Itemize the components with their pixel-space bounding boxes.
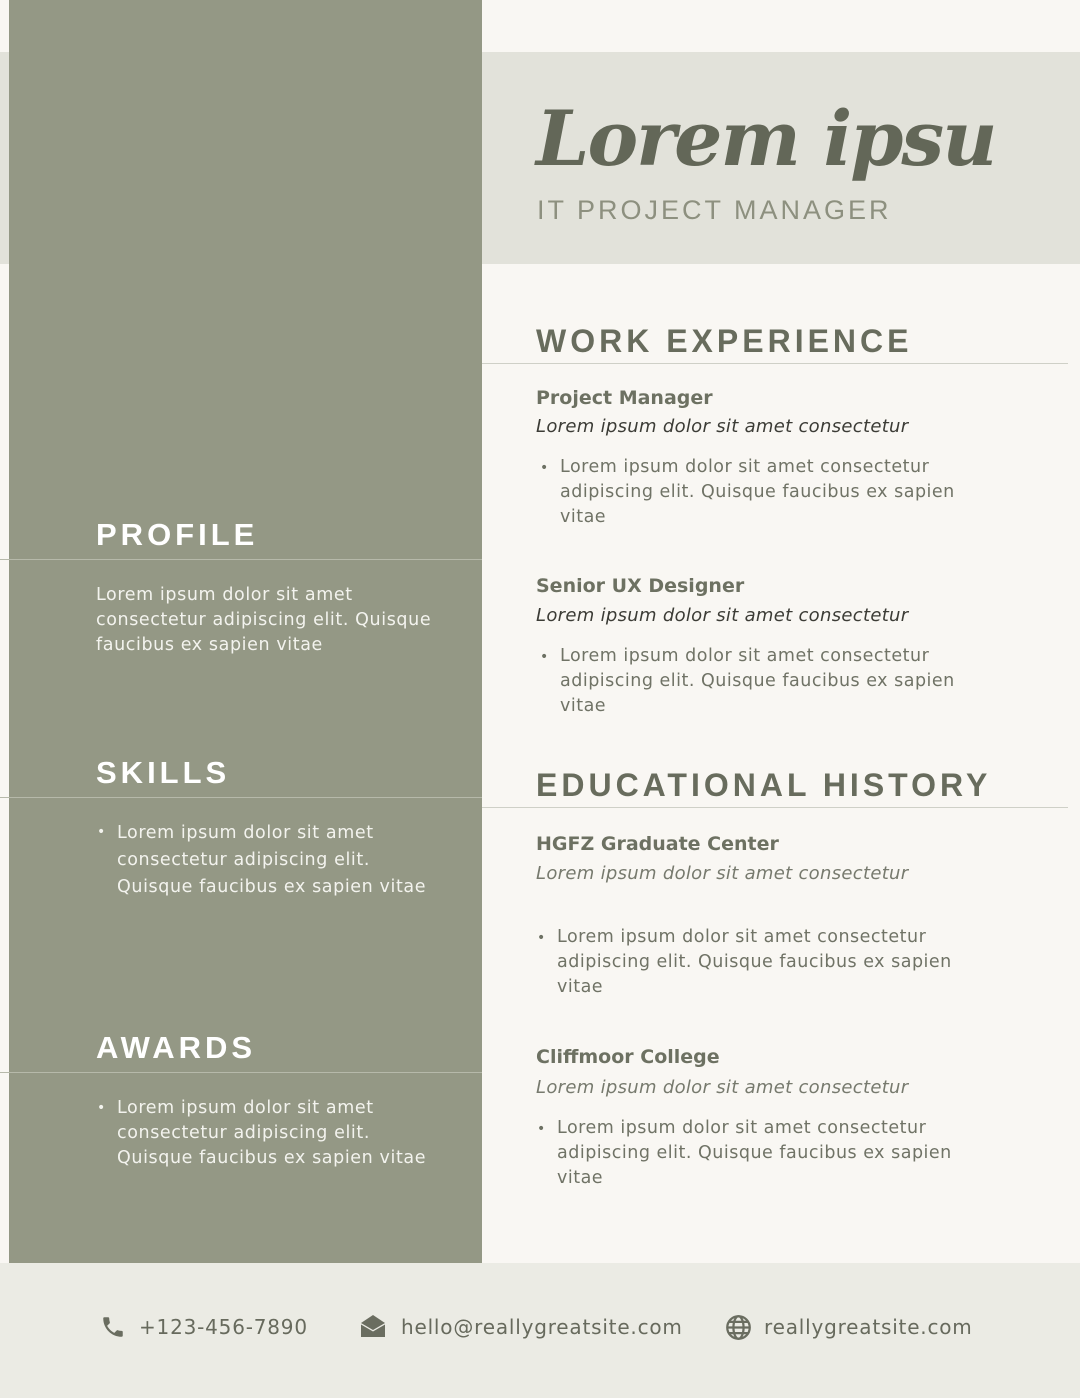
website-url[interactable]: reallygreatsite.com [764,1315,973,1339]
profile-text: Lorem ipsum dolor sit amet consectetur adipiscing elit. Quisque faucibus ex sapien vitae [96,585,432,655]
school-title: Cliffmoor College [536,1046,720,1068]
school-bullet: Lorem ipsum dolor sit amet consectetur adipiscing elit. Quisque faucibus ex sapien vitae [557,927,952,997]
skills-item: Lorem ipsum dolor sit amet consectetur adipiscing elit. Quisque faucibus ex sapien vitae [117,823,427,897]
job-subtitle: Lorem ipsum dolor sit amet consectetur [536,416,909,437]
education-divider [482,807,1068,808]
job-bullet-dot: • [540,649,549,665]
school-bullet-dot: • [537,1121,546,1137]
school-subtitle: Lorem ipsum dolor sit amet consectetur [536,1077,909,1098]
phone-number[interactable]: +123-456-7890 [139,1315,308,1339]
profile-heading: PROFILE [96,517,259,552]
skills-bullet-dot: • [97,824,106,840]
school-subtitle: Lorem ipsum dolor sit amet consectetur [536,863,909,884]
school-bullet-dot: • [537,930,546,946]
education-heading: EDUCATIONAL HISTORY [536,767,992,803]
globe-icon [725,1314,752,1341]
email-address[interactable]: hello@reallygreatsite.com [401,1315,683,1339]
profile-divider [0,559,482,560]
job-bullet-dot: • [540,460,549,476]
awards-bullet-dot: • [97,1100,106,1116]
school-title: HGFZ Graduate Center [536,833,779,855]
work-experience-divider [482,363,1068,364]
job-title: Project Manager [536,387,713,409]
job-bullet: Lorem ipsum dolor sit amet consectetur adipiscing elit. Quisque faucibus ex sapien vitae [560,646,955,716]
awards-divider [0,1072,482,1073]
skills-divider [0,797,482,798]
awards-heading: AWARDS [96,1030,257,1065]
left-accent-strip [0,52,9,264]
awards-item: Lorem ipsum dolor sit amet consectetur adipiscing elit. Quisque faucibus ex sapien vitae [117,1098,427,1168]
phone-icon [100,1314,126,1340]
work-experience-heading: WORK EXPERIENCE [536,323,913,359]
skills-heading: SKILLS [96,755,231,790]
job-bullet: Lorem ipsum dolor sit amet consectetur adipiscing elit. Quisque faucibus ex sapien vitae [560,457,955,527]
job-subtitle: Lorem ipsum dolor sit amet consectetur [536,605,909,626]
job-title: Senior UX Designer [536,575,745,597]
envelope-icon [359,1313,387,1339]
candidate-role: IT PROJECT MANAGER [537,195,892,225]
candidate-name: Lorem ipsu [536,94,996,183]
school-bullet: Lorem ipsum dolor sit amet consectetur adipiscing elit. Quisque faucibus ex sapien vitae [557,1118,952,1188]
